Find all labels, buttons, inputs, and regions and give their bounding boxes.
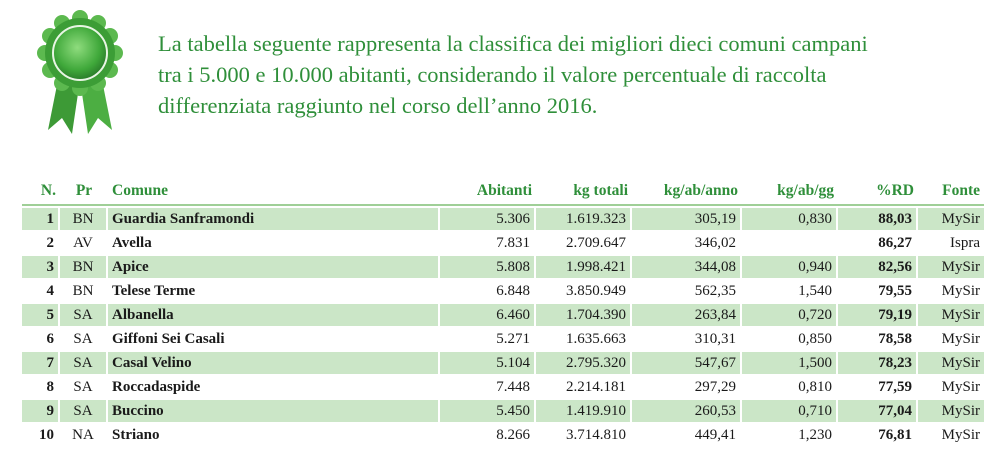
cell-fonte: MySir <box>918 256 984 278</box>
cell-abitanti: 5.271 <box>440 328 536 350</box>
table-row <box>22 208 984 230</box>
cell-province: BN <box>60 256 108 278</box>
cell-kg-ab-gg: 0,720 <box>742 304 838 326</box>
table-row <box>22 376 984 398</box>
table-row <box>22 256 984 278</box>
cell-comune: Casal Velino <box>108 352 440 374</box>
cell-kg-ab-gg: 1,230 <box>742 424 838 446</box>
cell-percent-rd: 78,23 <box>838 352 918 374</box>
cell-row-number: 3 <box>22 256 60 278</box>
cell-province: SA <box>60 352 108 374</box>
cell-abitanti: 5.306 <box>440 208 536 230</box>
header-kg-totali: kg totali <box>536 180 632 206</box>
cell-row-number: 8 <box>22 376 60 398</box>
cell-kg-ab-anno: 346,02 <box>632 232 742 254</box>
cell-comune: Striano <box>108 424 440 446</box>
cell-comune: Avella <box>108 232 440 254</box>
cell-row-number: 10 <box>22 424 60 446</box>
cell-kg-ab-anno: 310,31 <box>632 328 742 350</box>
cell-abitanti: 5.104 <box>440 352 536 374</box>
cell-abitanti: 7.831 <box>440 232 536 254</box>
cell-row-number: 6 <box>22 328 60 350</box>
cell-kg-totali: 1.419.910 <box>536 400 632 422</box>
cell-kg-ab-gg: 0,940 <box>742 256 838 278</box>
cell-percent-rd: 88,03 <box>838 208 918 230</box>
header-comune: Comune <box>108 180 440 206</box>
cell-kg-ab-anno: 344,08 <box>632 256 742 278</box>
cell-kg-ab-anno: 263,84 <box>632 304 742 326</box>
cell-kg-ab-gg: 0,710 <box>742 400 838 422</box>
cell-fonte: MySir <box>941 378 980 395</box>
cell-fonte: MySir <box>918 352 984 374</box>
cell-percent-rd: 82,56 <box>838 256 918 278</box>
cell-kg-ab-gg: 0,850 <box>742 328 838 350</box>
cell-kg-ab-anno: 547,67 <box>632 352 742 374</box>
cell-kg-ab-gg <box>742 232 838 254</box>
cell-province: SA <box>60 400 108 422</box>
cell-comune: Telese Terme <box>108 280 440 302</box>
table-row <box>22 304 984 326</box>
cell-abitanti: 5.808 <box>440 256 536 278</box>
cell-province: SA <box>60 328 108 350</box>
cell-kg-totali: 1.704.390 <box>536 304 632 326</box>
intro-line-1: La tabella seguente rappresenta la classifica dei migliori dieci comuni campani <box>158 31 868 56</box>
cell-abitanti: 6.848 <box>440 280 536 302</box>
cell-abitanti: 5.450 <box>440 400 536 422</box>
cell-kg-totali: 1.619.323 <box>536 208 632 230</box>
cell-province: SA <box>60 376 108 398</box>
cell-abitanti: 6.460 <box>440 304 536 326</box>
cell-percent-rd: 79,55 <box>838 280 918 302</box>
cell-kg-totali: 2.709.647 <box>536 232 632 254</box>
cell-comune: Apice <box>108 256 440 278</box>
cell-province: BN <box>60 208 108 230</box>
cell-comune: Roccadaspide <box>108 376 440 398</box>
cell-comune: Albanella <box>108 304 440 326</box>
cell-percent-rd: 77,59 <box>838 376 918 398</box>
cell-fonte: MySir <box>941 330 980 347</box>
cell-fonte: MySir <box>918 304 984 326</box>
table-row <box>22 424 984 446</box>
cell-kg-ab-anno: 297,29 <box>632 376 742 398</box>
cell-kg-ab-anno: 449,41 <box>632 424 742 446</box>
header-fonte: Fonte <box>918 180 984 206</box>
cell-fonte: MySir <box>941 282 980 299</box>
cell-comune: Buccino <box>108 400 440 422</box>
cell-comune: Guardia Sanframondi <box>108 208 440 230</box>
table-row <box>22 280 984 302</box>
intro-line-2: tra i 5.000 e 10.000 abitanti, considerando il valore percentuale di raccolta <box>158 62 827 87</box>
table-header-row <box>22 180 984 206</box>
cell-percent-rd: 78,58 <box>838 328 918 350</box>
cell-province: SA <box>60 304 108 326</box>
header-n: N. <box>22 180 60 206</box>
table-row <box>22 352 984 374</box>
cell-row-number: 7 <box>22 352 60 374</box>
cell-kg-totali: 1.635.663 <box>536 328 632 350</box>
intro-line-3: differenziata raggiunto nel corso dell’anno 2016. <box>158 93 598 118</box>
cell-fonte: Ispra <box>950 234 980 251</box>
cell-kg-totali: 1.998.421 <box>536 256 632 278</box>
cell-province: BN <box>60 280 108 302</box>
cell-percent-rd: 77,04 <box>838 400 918 422</box>
cell-fonte: MySir <box>918 400 984 422</box>
cell-row-number: 9 <box>22 400 60 422</box>
cell-row-number: 5 <box>22 304 60 326</box>
header-kg-ab-anno: kg/ab/anno <box>632 180 742 206</box>
cell-kg-ab-gg: 1,500 <box>742 352 838 374</box>
cell-percent-rd: 76,81 <box>838 424 918 446</box>
cell-fonte: MySir <box>918 208 984 230</box>
cell-row-number: 4 <box>22 280 60 302</box>
cell-province: AV <box>60 232 108 254</box>
header-abitanti: Abitanti <box>440 180 536 206</box>
award-rosette-icon <box>30 8 130 138</box>
cell-province: NA <box>60 424 108 446</box>
intro-text <box>158 28 958 121</box>
cell-kg-ab-gg: 0,830 <box>742 208 838 230</box>
table-row <box>22 400 984 422</box>
ranking-table <box>22 178 984 448</box>
cell-row-number: 2 <box>22 232 60 254</box>
table-row <box>22 328 984 350</box>
cell-kg-ab-anno: 562,35 <box>632 280 742 302</box>
header-kg-ab-gg: kg/ab/gg <box>742 180 838 206</box>
cell-abitanti: 8.266 <box>440 424 536 446</box>
table-row <box>22 232 984 254</box>
cell-comune: Giffoni Sei Casali <box>108 328 440 350</box>
header-pr: Pr <box>60 180 108 206</box>
cell-percent-rd: 79,19 <box>838 304 918 326</box>
header-rd: %RD <box>838 180 918 206</box>
cell-kg-ab-gg: 0,810 <box>742 376 838 398</box>
cell-kg-totali: 3.714.810 <box>536 424 632 446</box>
cell-percent-rd: 86,27 <box>838 232 918 254</box>
cell-fonte: MySir <box>941 426 980 443</box>
cell-kg-totali: 3.850.949 <box>536 280 632 302</box>
cell-kg-ab-anno: 260,53 <box>632 400 742 422</box>
cell-kg-ab-gg: 1,540 <box>742 280 838 302</box>
cell-kg-totali: 2.795.320 <box>536 352 632 374</box>
cell-kg-ab-anno: 305,19 <box>632 208 742 230</box>
cell-kg-totali: 2.214.181 <box>536 376 632 398</box>
cell-row-number: 1 <box>22 208 60 230</box>
cell-abitanti: 7.448 <box>440 376 536 398</box>
